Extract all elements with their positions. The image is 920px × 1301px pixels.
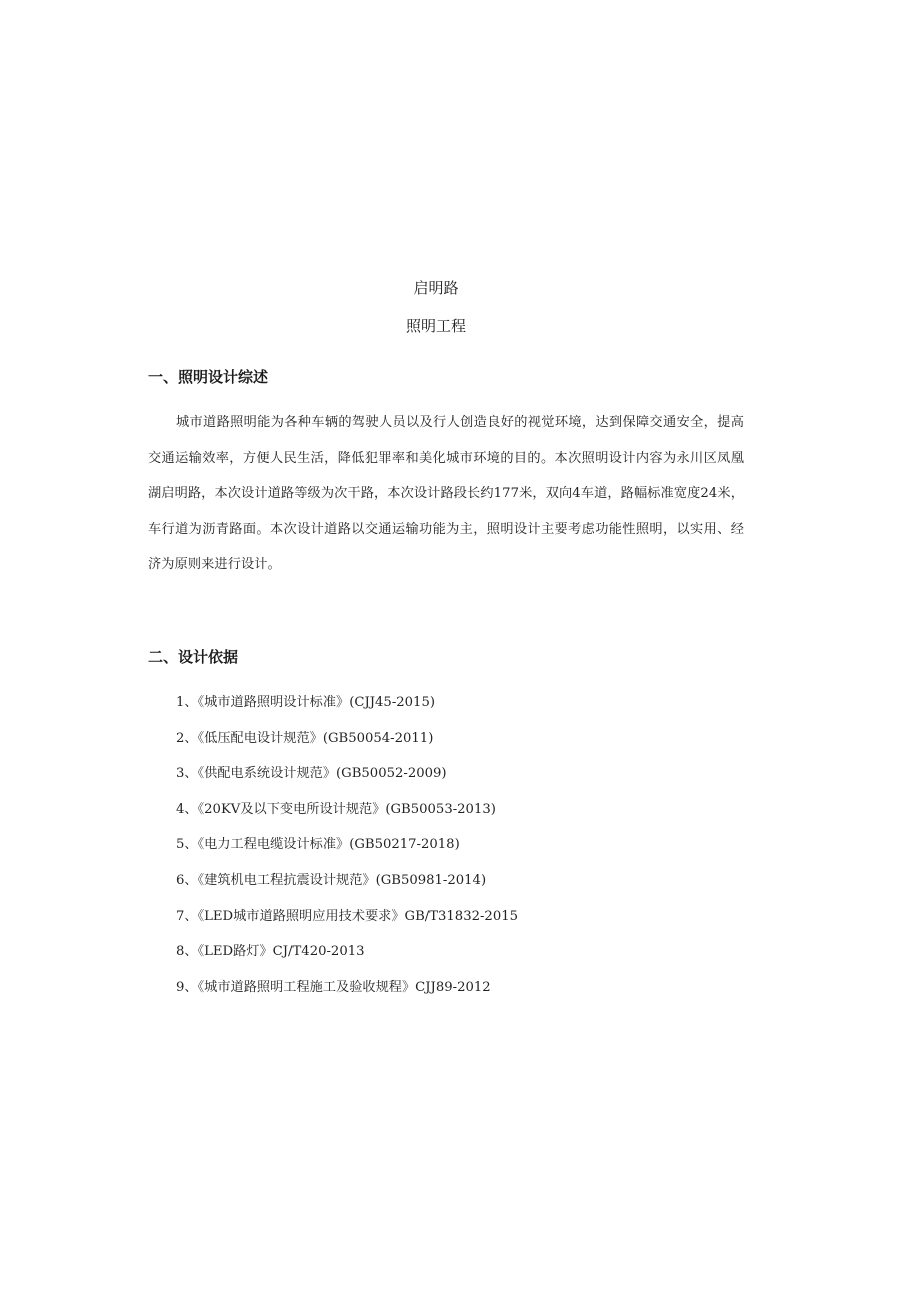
overview-paragraph: 城市道路照明能为各种车辆的驾驶人员以及行人创造良好的视觉环境，达到保障交通安全，提高交通运输效率，方便人民生活，降低犯罪率和美化城市环境的目的。本次照明设计内容为永川区凤凰湖启明路，本次设计道路等级为次干路，本次设计路段长约177米，双向4车道，路幅标准宽度24米，车行道为沥青路面。本次设计道路以交通运输功能为主，照明设计主要考虑功能性照明，以实用、经济为原则来进行设计。	[148, 415, 744, 573]
list-item: 5、《电力工程电缆设计标准》(GB50217-2018)	[176, 837, 460, 853]
design-basis-list	[176, 692, 776, 1012]
list-item: 7、《LED城市道路照明应用技术要求》GB/T31832-2015	[176, 908, 518, 924]
list-item: 4、《20KV及以下变电所设计规范》(GB50053-2013)	[176, 801, 496, 817]
section-heading-overview: 一、照明设计综述	[148, 368, 269, 386]
list-item: 3、《供配电系统设计规范》(GB50052-2009)	[176, 766, 447, 782]
list-item: 1、《城市道路照明设计标准》(CJJ45-2015)	[176, 695, 435, 710]
list-item: 2、《低压配电设计规范》(GB50054-2011)	[176, 730, 434, 746]
document-title: 启明路	[413, 279, 459, 297]
list-item: 6、《建筑机电工程抗震设计规范》(GB50981-2014)	[176, 872, 487, 888]
list-item: 9、《城市道路照明工程施工及验收规程》CJJ89-2012	[176, 979, 491, 995]
list-item: 8、《LED路灯》CJ/T420-2013	[176, 944, 365, 960]
document-subtitle: 照明工程	[405, 317, 466, 335]
section-heading-design-basis: 二、设计依据	[148, 648, 239, 666]
